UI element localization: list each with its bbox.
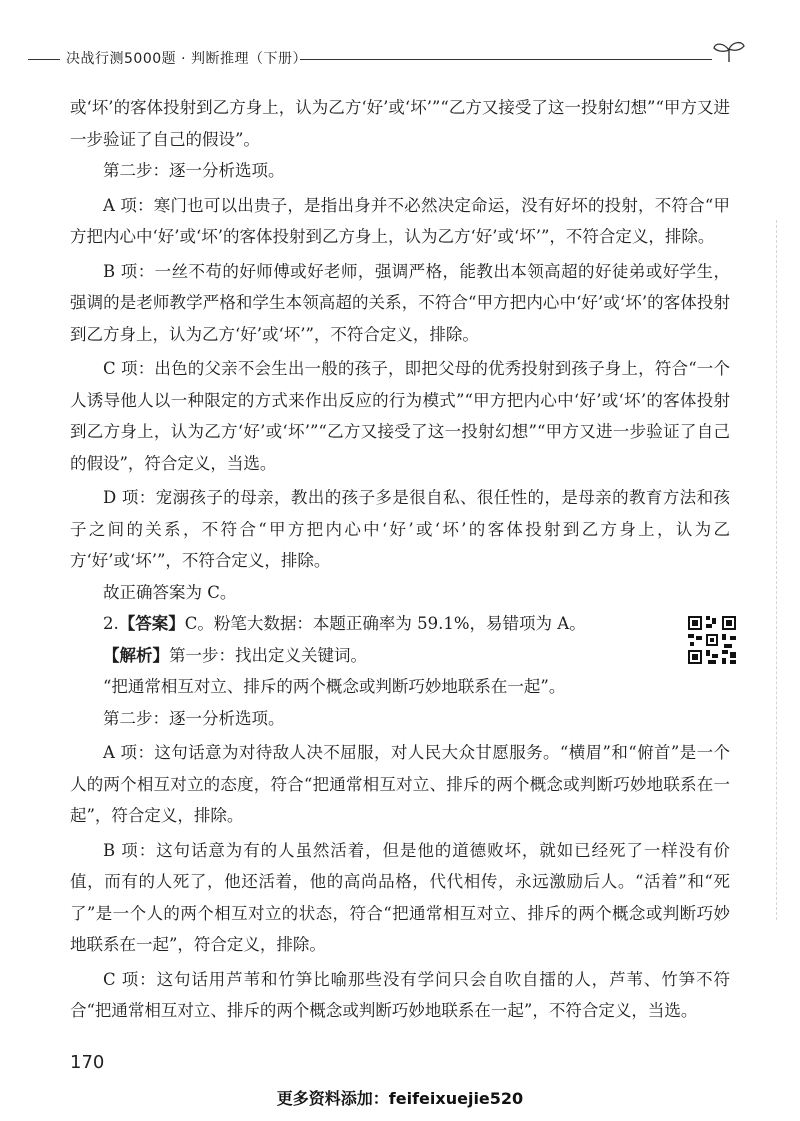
book-title: 决战行测5000题 · 判断推理（下册）	[66, 51, 307, 67]
sprout-icon	[712, 40, 746, 64]
paragraph: B 项：这句话意为有的人虽然活着，但是他的道德败坏，就如已经死了一样没有价值，而有的人死了，他还活着，他的高尚品格，代代相传，永远激励后人。“活着”和“死了”是一个人的两个相互对立的状态，符合“把通常相互对立、排斥的两个概念或判断巧妙地联系在一起”，符合定义，排除。	[70, 840, 730, 954]
paragraph: 或‘坏’的客体投射到乙方身上，认为乙方‘好’或‘坏’”“乙方又接受了这一投射幻想”“甲方又进一步验证了自己的假设”。	[70, 98, 730, 149]
paragraph: A 项：这句话意为对待敌人决不屈服，对人民大众甘愿服务。“横眉”和“俯首”是一个人的两个相互对立的态度，符合“把通常相互对立、排斥的两个概念或判断巧妙地联系在一起”，符合定义，排除。	[70, 743, 730, 825]
paragraph: 第二步：逐一分析选项。	[103, 708, 285, 728]
page-body	[70, 92, 730, 1027]
paragraph: 故正确答案为 C。	[103, 582, 237, 602]
paragraph: A 项：寒门也可以出贵子，是指出身并不必然决定命运，没有好坏的投射，不符合“甲方把内心中‘好’或‘坏’的客体投射到乙方身上，认为乙方‘好’或‘坏’”，不符合定义，排除。	[70, 195, 730, 246]
analysis-tag: 【解析】	[103, 645, 169, 665]
analysis-line	[70, 640, 730, 672]
scan-edge-artifact	[776, 220, 779, 920]
qr-code-icon[interactable]	[686, 614, 738, 666]
paragraph: C 项：出色的父亲不会生出一般的孩子，即把父母的优秀投射到孩子身上，符合“一个人诱导他人以一种限定的方式来作出反应的行为模式”“甲方把内心中‘好’或‘坏’的客体投射到乙方身上，认为乙方‘好’或‘坏’”“乙方又接受了这一投射幻想”“甲方又进一步验证了自己的假设”，符合定义，当选。	[70, 359, 730, 473]
paragraph: “把通常相互对立、排斥的两个概念或判断巧妙地联系在一起”。	[103, 677, 566, 696]
answer-line	[70, 608, 730, 640]
page-number: 170	[70, 1052, 105, 1073]
paragraph: 第二步：逐一分析选项。	[103, 161, 285, 180]
footer-note: 更多资料添加：feifeixuejie520	[276, 1089, 524, 1108]
header-rule-left	[28, 59, 60, 60]
paragraph: B 项：一丝不苟的好师傅或好老师，强调严格，能教出本领高超的好徒弟或好学生，强调的是老师教学严格和学生本领高超的关系，不符合“甲方把内心中‘好’或‘坏’的客体投射到乙方身上，认为乙方‘好’或‘坏’”，不符合定义，排除。	[70, 261, 730, 344]
question-number: 2.	[103, 614, 119, 633]
paragraph: D 项：宠溺孩子的母亲，教出的孩子多是很自私、很任性的，是母亲的教育方法和孩子之间的关系，不符合“甲方把内心中‘好’或‘坏’的客体投射到乙方身上，认为乙方‘好’或‘坏’”，不符合定义，排除。	[70, 488, 730, 570]
analysis-text: 第一步：找出定义关键词。	[169, 645, 367, 665]
header-rule-right	[300, 59, 712, 60]
answer-text: C。粉笔大数据：本题正确率为 59.1%，易错项为 A。	[184, 614, 586, 633]
answer-tag: 【答案】	[118, 614, 185, 633]
running-header	[0, 44, 800, 74]
paragraph: C 项：这句话用芦苇和竹笋比喻那些没有学问只会自吹自擂的人，芦苇、竹笋不符合“把通常相互对立、排斥的两个概念或判断巧妙地联系在一起”，不符合定义，当选。	[70, 969, 730, 1020]
